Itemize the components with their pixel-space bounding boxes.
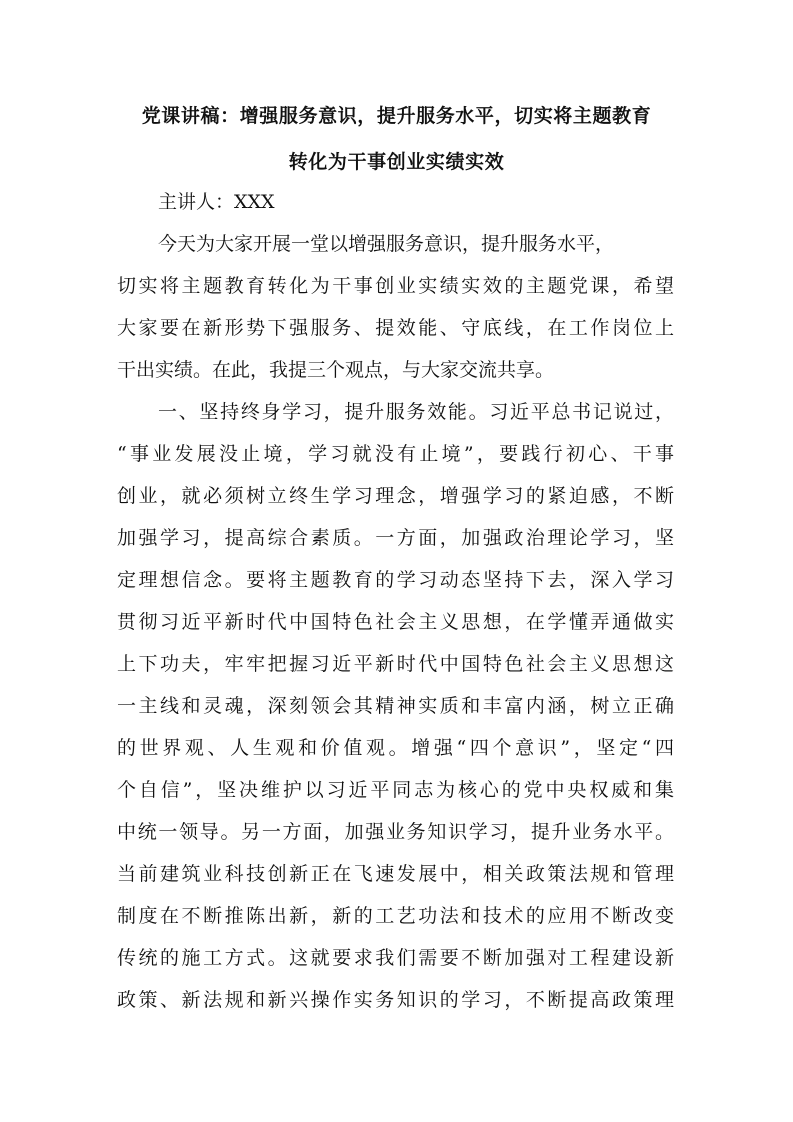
body-line: 切实将主题教育转化为干事创业实绩实效的主题党课，希望: [117, 275, 674, 297]
body-line: 中统一领导。另一方面，加强业务知识学习，提升业务水平。: [117, 821, 674, 843]
body-line: “事业发展没止境，学习就没有止境”，要践行初心、干事: [117, 443, 674, 465]
body-line: 定理想信念。要将主题教育的学习动态坚持下去，深入学习: [117, 569, 674, 591]
speaker-line: 主讲人：XXX: [158, 191, 275, 213]
body-line: 传统的施工方式。这就要求我们需要不断加强对工程建设新: [117, 947, 674, 969]
body-line: 制度在不断推陈出新，新的工艺功法和技术的应用不断改变: [117, 905, 674, 927]
body-line: 当前建筑业科技创新正在飞速发展中，相关政策法规和管理: [117, 863, 674, 885]
body-line: 今天为大家开展一堂以增强服务意识，提升服务水平，: [158, 233, 615, 255]
body-line: 一主线和灵魂，深刻领会其精神实质和丰富内涵，树立正确: [117, 695, 674, 717]
body-line: 的世界观、人生观和价值观。增强“四个意识”，坚定“四: [117, 737, 674, 759]
body-line: 政策、新法规和新兴操作实务知识的学习，不断提高政策理: [117, 989, 674, 1011]
body-line: 干出实绩。在此，我提三个观点，与大家交流共享。: [117, 359, 555, 381]
body-line: 上下功夫，牢牢把握习近平新时代中国特色社会主义思想这: [117, 653, 674, 675]
body-line: 一、坚持终身学习，提升服务效能。习近平总书记说过，: [158, 401, 674, 423]
document-title-line-1: 党课讲稿：增强服务意识，提升服务水平，切实将主题教育: [141, 105, 652, 127]
body-line: 加强学习，提高综合素质。一方面，加强政治理论学习，坚: [117, 527, 674, 549]
body-line: 大家要在新形势下强服务、提效能、守底线，在工作岗位上: [117, 317, 674, 339]
body-line: 贯彻习近平新时代中国特色社会主义思想，在学懂弄通做实: [117, 611, 674, 633]
document-title-line-2: 转化为干事创业实绩实效: [288, 151, 505, 173]
body-line: 创业，就必须树立终生学习理念，增强学习的紧迫感，不断: [117, 485, 674, 507]
body-line: 个自信”，坚决维护以习近平同志为核心的党中央权威和集: [117, 779, 674, 801]
